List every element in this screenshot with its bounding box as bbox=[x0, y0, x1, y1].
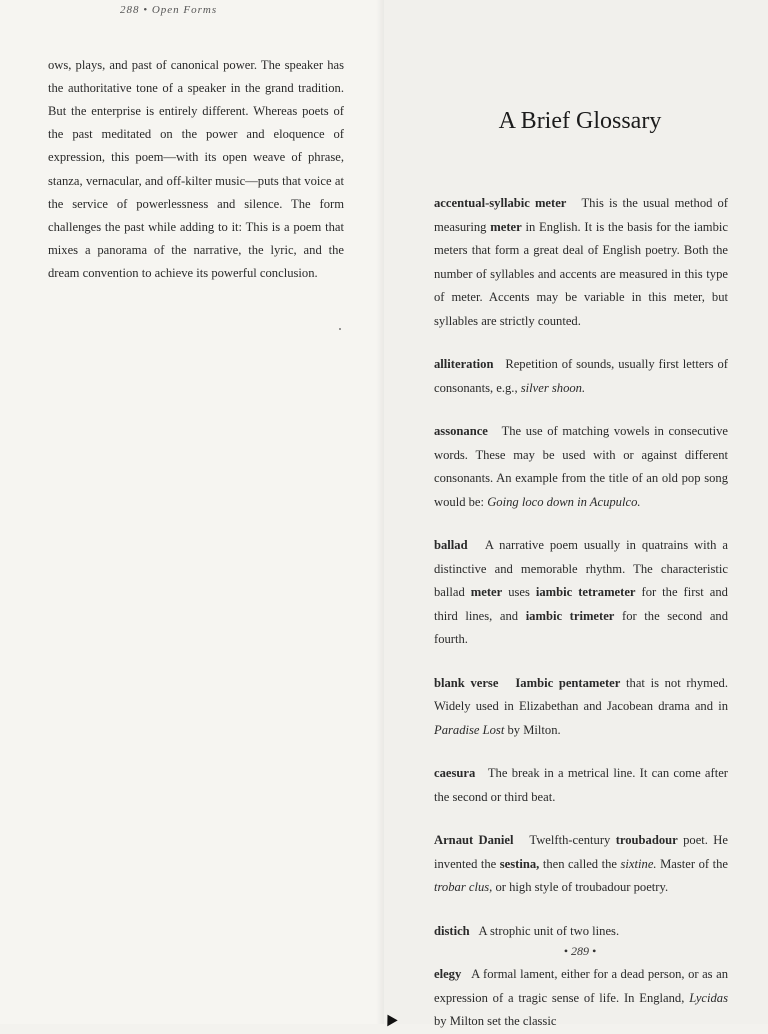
entry-term: blank verse bbox=[434, 675, 499, 690]
entry-text: Master of the bbox=[660, 856, 728, 871]
entry-term: assonance bbox=[434, 424, 488, 438]
continued-paragraph: ows, plays, and past of canonical power. The speaker has the authoritative tone of a speaker in the grand tradition. But the enterprise is entirely different. Whereas poets of the past meditated on the power and eloquence of expression, this poem—with its open weave of phrase, stanza, vernacular, and off-kilter music—puts that voice at the service of powerlessness and silence. The form challenges the past while adding to it: This is a poem that mixes a panorama of the narrative, the lyric, and the dream convention to achieve its powerful conclusion. bbox=[48, 57, 344, 281]
entry-term: caesura bbox=[434, 766, 476, 780]
entry-text: A formal lament, either for a dead person, or as an expression of a tragic sense of life. In England, bbox=[434, 967, 728, 1005]
glossary-entries bbox=[434, 192, 728, 1034]
entry-term: elegy bbox=[434, 967, 462, 981]
glossary-title: A Brief Glossary bbox=[498, 108, 662, 134]
glossary-entry bbox=[434, 920, 728, 944]
glossary-entry bbox=[434, 672, 728, 743]
entry-term: accentual-syllabic meter bbox=[434, 196, 567, 210]
entry-example: Lycidas bbox=[689, 990, 728, 1005]
glossary-entry bbox=[434, 192, 728, 333]
page-number: • 289 • bbox=[563, 944, 597, 958]
glossary-entry bbox=[434, 829, 728, 900]
entry-text: by Milton set the classic bbox=[434, 1014, 557, 1028]
entry-text: uses bbox=[508, 585, 530, 599]
entry-text: for the second and fourth. bbox=[434, 608, 728, 646]
entry-example: sixtine. bbox=[620, 856, 657, 871]
entry-crossref: iambic tetrameter bbox=[535, 585, 636, 599]
entry-text: in English. It is the basis for the iambic meters that form a great deal of English poetry. Both the number of syllables and accents are measured in this type of meter. Accents may be variable in this meter, but syllables are strictly counted. bbox=[434, 219, 728, 328]
entry-example: trobar clus, bbox=[434, 880, 493, 894]
entry-example: silver shoon. bbox=[520, 380, 586, 395]
entry-text: The break in a metrical line. It can come after the second or third beat. bbox=[434, 766, 728, 804]
left-page bbox=[0, 0, 384, 1024]
glossary-entry bbox=[434, 963, 728, 1034]
entry-crossref: meter bbox=[470, 585, 503, 599]
entry-text: by Milton. bbox=[507, 722, 561, 737]
entry-text: A narrative poem usually in quatrains with a distinctive and memorable rhythm. The characteristic ballad bbox=[434, 538, 728, 599]
running-head: 288 • Open Forms bbox=[120, 4, 218, 16]
glossary-entry bbox=[434, 762, 728, 809]
glossary-entry bbox=[434, 420, 728, 514]
entry-text: A strophic unit of two lines. bbox=[478, 923, 620, 938]
entry-text: The use of matching vowels in consecutive words. These may be used with or against different consonants. An example from the title of an old pop song would be: bbox=[434, 424, 728, 509]
entry-crossref: Iambic pentameter bbox=[515, 675, 621, 690]
entry-term: Arnaut Daniel bbox=[434, 833, 514, 847]
entry-term: distich bbox=[434, 923, 470, 938]
entry-term: alliteration bbox=[434, 357, 494, 371]
entry-crossref: sestina, bbox=[499, 856, 540, 871]
entry-term: ballad bbox=[434, 538, 468, 552]
entry-crossref: iambic trimeter bbox=[525, 608, 615, 623]
page-speck bbox=[339, 328, 341, 330]
entry-text: Twelfth-century bbox=[529, 833, 611, 847]
entry-text: poet. He invented the bbox=[434, 833, 728, 871]
entry-text: or high style of troubadour poetry. bbox=[495, 880, 669, 894]
entry-text: that is not rhymed. Widely used in Elizabethan and Jacobean drama and in bbox=[434, 675, 728, 713]
glossary-entry bbox=[434, 353, 728, 400]
entry-text: This is the usual method of measuring bbox=[434, 196, 728, 234]
entry-text: for the first and third lines, and bbox=[434, 585, 728, 623]
glossary-entry bbox=[434, 534, 728, 652]
entry-crossref: troubadour bbox=[615, 833, 678, 847]
entry-text: Repetition of sounds, usually first letters of consonants, e.g., bbox=[434, 357, 728, 395]
entry-example: Going loco down in Acupulco. bbox=[487, 494, 641, 509]
entry-example: Paradise Lost bbox=[434, 722, 505, 737]
entry-crossref: meter bbox=[490, 219, 522, 234]
entry-text: then called the bbox=[542, 856, 618, 871]
